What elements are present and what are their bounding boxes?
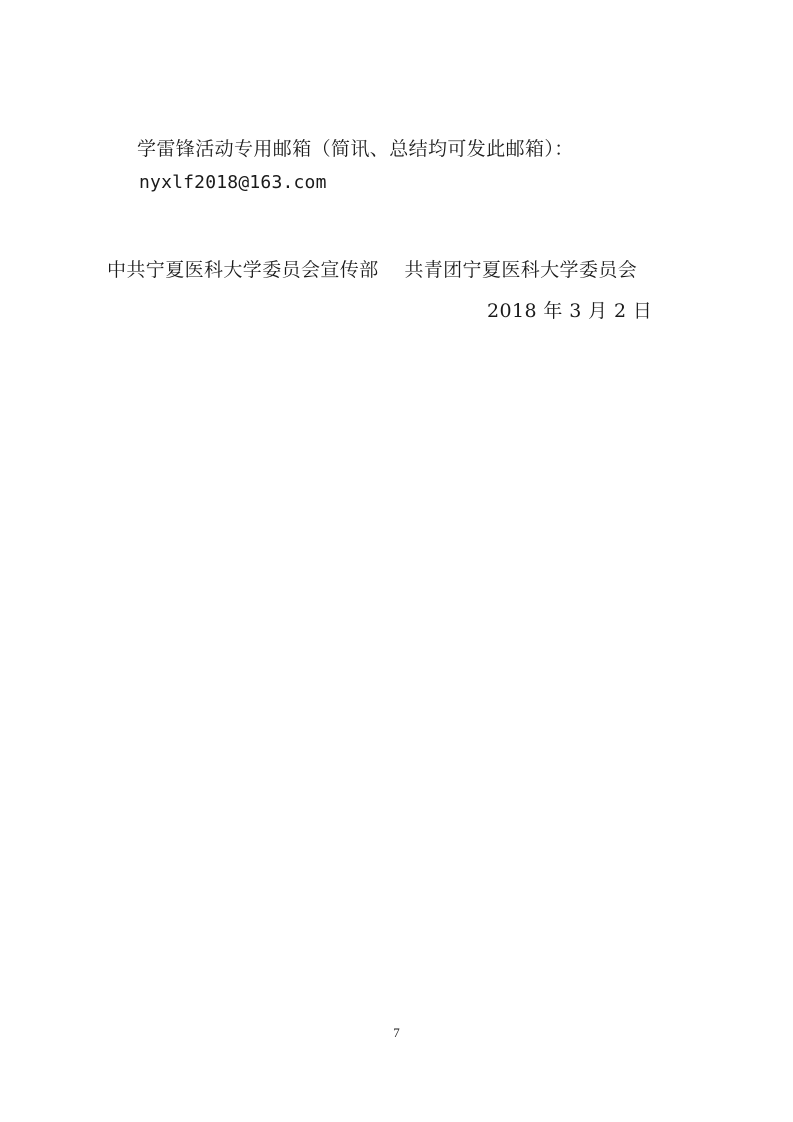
- email-intro-paragraph: 学雷锋活动专用邮箱（简讯、总结均可发此邮箱）：: [137, 138, 574, 160]
- signature-organizations: 中共宁夏医科大学委员会宣传部 共青团宁夏医科大学委员会: [107, 259, 638, 282]
- document-body: [107, 133, 707, 323]
- vertical-spacer: [107, 193, 707, 255]
- page-number: 7: [393, 1025, 400, 1040]
- signature-date: 2018 年 3 月 2 日: [487, 300, 653, 323]
- email-address-text: nyxlf2018@163.com: [139, 172, 327, 194]
